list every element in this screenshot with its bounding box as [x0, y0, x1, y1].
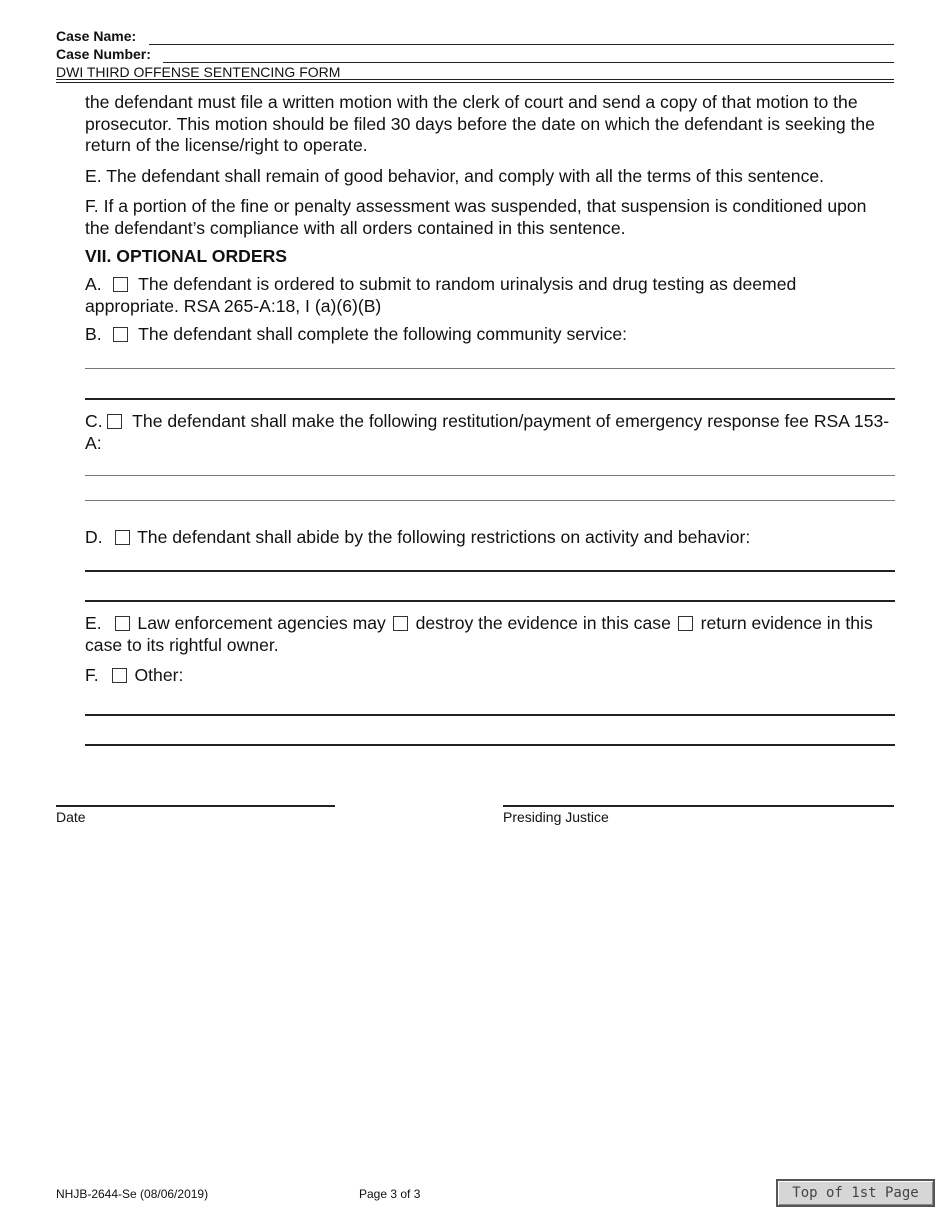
- case-number-field[interactable]: [163, 62, 894, 63]
- header-divider: [56, 79, 894, 80]
- continued-paragraph: the defendant must file a written motion with the clerk of court and send a copy of that motion to the prosecutor. This motion should be filed 30 days before the date on which the defendant is seeking the return of the license/right to operate.: [85, 92, 875, 155]
- form-id: NHJB-2644-Se (08/06/2019): [56, 1187, 209, 1201]
- order-e-checkbox[interactable]: [115, 616, 130, 631]
- order-a-text: The defendant is ordered to submit to random urinalysis and drug testing as deemed appropriate. RSA 265-A:18, I (a)(6)(B): [85, 274, 797, 316]
- case-number-label: Case Number:: [56, 46, 151, 62]
- order-f: [85, 665, 895, 687]
- order-a-checkbox[interactable]: [113, 277, 128, 292]
- order-f-field-line[interactable]: [85, 714, 895, 716]
- order-b-field-line[interactable]: [85, 368, 895, 369]
- order-b-field-line[interactable]: [85, 398, 895, 400]
- order-c: [85, 411, 895, 454]
- order-e-text2: destroy the evidence in this case: [415, 613, 671, 633]
- order-e-letter: E.: [85, 613, 102, 633]
- order-d: [85, 527, 895, 549]
- order-e-text3: return evidence in this case to its rightful owner.: [85, 613, 873, 655]
- order-e-text1: Law enforcement agencies may: [137, 613, 386, 633]
- case-name-label: Case Name:: [56, 28, 137, 44]
- order-f-field-line[interactable]: [85, 744, 895, 746]
- date-label: Date: [56, 809, 86, 825]
- order-f-checkbox[interactable]: [112, 668, 127, 683]
- section-heading: VII. OPTIONAL ORDERS: [85, 246, 288, 266]
- order-a-letter: A.: [85, 274, 102, 294]
- paragraph-e: E. The defendant shall remain of good behavior, and comply with all the terms of this sentence.: [85, 166, 825, 186]
- date-signature-line[interactable]: [56, 805, 335, 807]
- order-a: [85, 274, 895, 317]
- order-c-text: The defendant shall make the following restitution/payment of emergency response fee RSA 153-A:: [85, 411, 890, 453]
- order-d-text: The defendant shall abide by the following restrictions on activity and behavior:: [137, 527, 751, 547]
- order-d-letter: D.: [85, 527, 103, 547]
- order-f-text: Other:: [134, 665, 184, 685]
- order-d-checkbox[interactable]: [115, 530, 130, 545]
- return-evidence-checkbox[interactable]: [678, 616, 693, 631]
- order-d-field-line[interactable]: [85, 600, 895, 602]
- order-b: [85, 324, 895, 346]
- order-b-checkbox[interactable]: [113, 327, 128, 342]
- order-c-field-line[interactable]: [85, 475, 895, 476]
- form-title: DWI THIRD OFFENSE SENTENCING FORM: [56, 64, 341, 80]
- header-divider-lower: [56, 82, 894, 83]
- order-c-field-line[interactable]: [85, 500, 895, 501]
- page-number: Page 3 of 3: [359, 1187, 421, 1201]
- justice-label: Presiding Justice: [503, 809, 609, 825]
- order-e: [85, 613, 895, 656]
- paragraph-f: F. If a portion of the fine or penalty assessment was suspended, that suspension is conditioned upon the defendant’s compliance with all orders contained in this sentence.: [85, 196, 867, 238]
- order-c-checkbox[interactable]: [107, 414, 122, 429]
- order-b-text: The defendant shall complete the following community service:: [138, 324, 628, 344]
- destroy-evidence-checkbox[interactable]: [393, 616, 408, 631]
- top-of-first-page-button[interactable]: Top of 1st Page: [776, 1179, 935, 1207]
- case-name-field[interactable]: [149, 44, 894, 45]
- order-b-letter: B.: [85, 324, 102, 344]
- order-c-letter: C.: [85, 411, 103, 431]
- order-d-field-line[interactable]: [85, 570, 895, 572]
- justice-signature-line[interactable]: [503, 805, 894, 807]
- order-f-letter: F.: [85, 665, 99, 685]
